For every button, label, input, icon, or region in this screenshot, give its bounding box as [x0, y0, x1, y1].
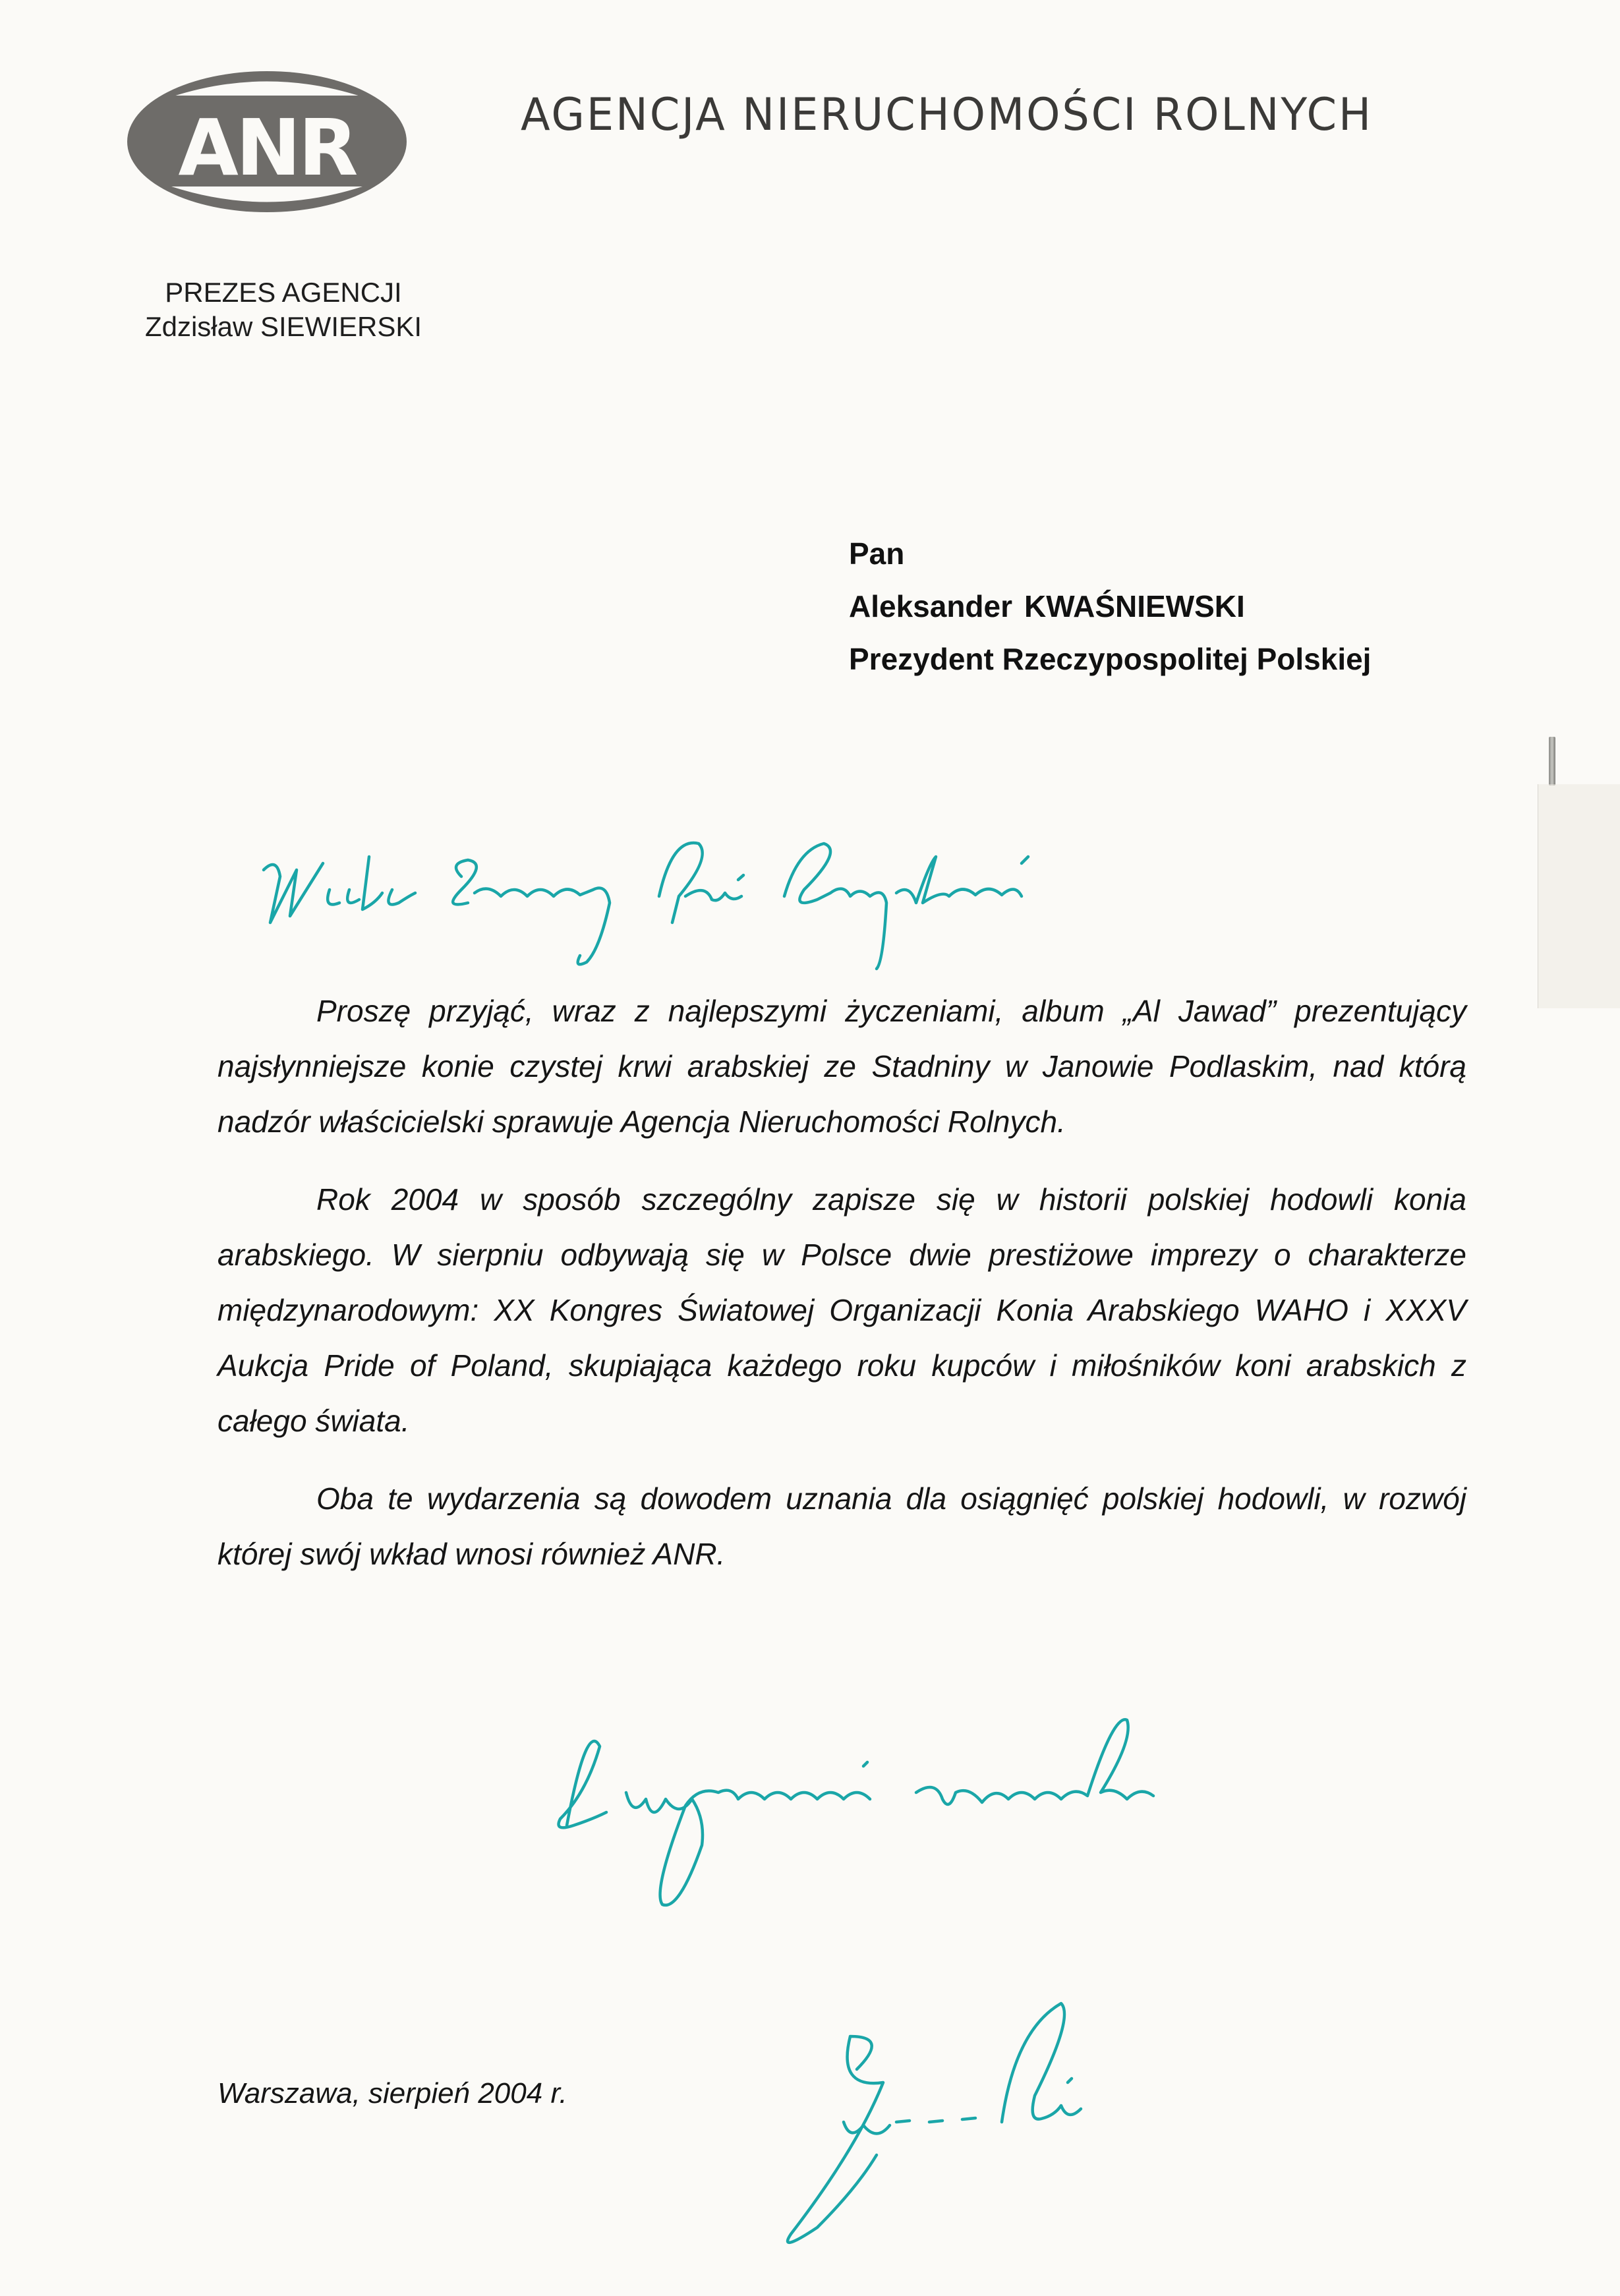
body-paragraph: Oba te wydarzenia są dowodem uznania dla osiągnięć polskiej hodowli, w rozwój której swój wkład wnosi również ANR. — [217, 1481, 1466, 1571]
handwritten-salutation — [250, 817, 1503, 975]
handwritten-salutation-strokes — [250, 817, 1503, 975]
handwritten-closing — [547, 1694, 1404, 1944]
addressee-first-name: Aleksander — [849, 589, 1013, 623]
sender-block — [112, 275, 455, 344]
signature-strokes — [778, 1990, 1371, 2254]
place-and-date: Warszawa, sierpień 2004 r. — [217, 2077, 567, 2109]
addressee-surname: KWAŚNIEWSKI — [1024, 589, 1245, 623]
agency-name: AGENCJA NIERUCHOMOŚCI ROLNYCH — [521, 89, 1373, 141]
body-paragraph: Rok 2004 w sposób szczególny zapisze się w historii polskiej hodowli konia arabskiego. W sierpniu odbywają się w Polsce dwie prestiżowe imprezy o charakterze międzynarodowym: XX Kongres Światowej Organizacji Konia Arabskiego WAHO i XXXV Aukcja Pride of Poland, skupiająca każdego roku kupców i miłośników koni arabskich z całego świata. — [217, 1182, 1466, 1438]
tape-residue — [1538, 784, 1620, 1008]
anr-logo — [125, 69, 409, 214]
addressee-block — [849, 534, 1371, 692]
staple-mark — [1549, 737, 1555, 786]
addressee-position: Prezydent Rzeczypospolitej Polskiej — [849, 642, 1372, 676]
letter-body — [217, 983, 1466, 1604]
anr-logo-icon — [125, 69, 409, 214]
sender-name: Zdzisław SIEWIERSKI — [144, 311, 422, 342]
body-paragraph: Proszę przyjąć, wraz z najlepszymi życzeniami, album „Al Jawad” prezentujący najsłynniejsze konie czystej krwi arabskiej ze Stadniny w Janowie Podlaskim, nad którą nadzór właścicielski sprawuje Agencja Nieruchomości Rolnych. — [217, 994, 1466, 1139]
handwritten-signature — [778, 1990, 1371, 2254]
addressee-salutation: Pan — [849, 536, 905, 571]
handwritten-closing-strokes — [547, 1694, 1404, 1944]
sender-title: PREZES AGENCJI — [165, 277, 402, 308]
addressee-name-line — [849, 587, 1371, 639]
logo-text: ANR — [178, 102, 356, 193]
